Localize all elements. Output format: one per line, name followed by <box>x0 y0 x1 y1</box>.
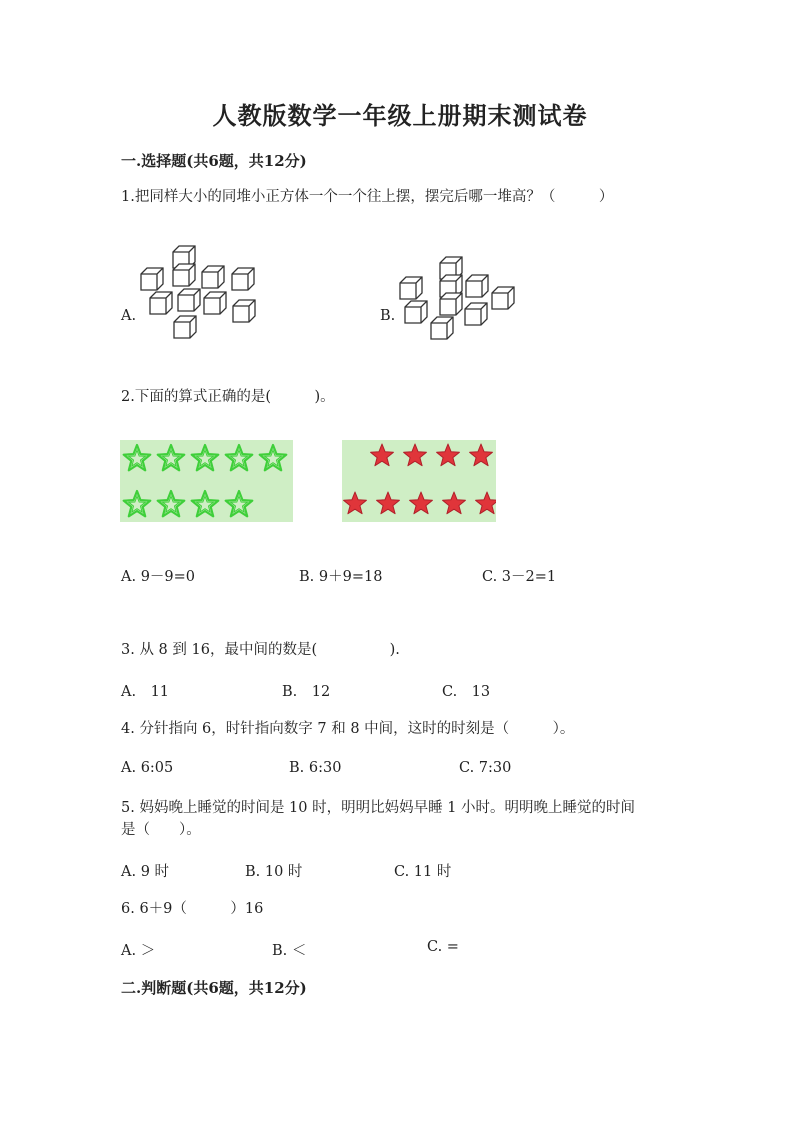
green-star <box>192 445 219 470</box>
red-star <box>371 444 394 466</box>
q5-option-a[interactable]: A. 9 时 <box>121 864 170 880</box>
green-star <box>158 491 185 516</box>
q3-option-b[interactable]: B. 12 <box>282 684 331 700</box>
q1-cube-pile-b-image <box>396 255 521 343</box>
section-heading-judgement: 二.判断题(共6题，共12分) <box>121 979 307 997</box>
q5-option-c[interactable]: C. 11 时 <box>394 864 452 880</box>
red-star <box>443 492 466 514</box>
red-star <box>437 444 460 466</box>
q3-option-c[interactable]: C. 13 <box>442 684 491 700</box>
red-star <box>377 492 400 514</box>
green-star <box>158 445 185 470</box>
green-star <box>192 491 219 516</box>
question-1-text: 1.把同样大小的同堆小正方体一个一个往上摆，摆完后哪一堆高？（ ） <box>121 189 614 205</box>
green-star <box>260 445 287 470</box>
q4-option-a[interactable]: A. 6:05 <box>121 760 174 776</box>
q2-option-a[interactable]: A. 9－9=0 <box>121 569 196 585</box>
q1-option-b[interactable]: B. <box>380 308 396 324</box>
red-star <box>476 492 496 514</box>
red-star <box>470 444 493 466</box>
red-stars-image <box>342 440 496 522</box>
green-star <box>124 491 151 516</box>
green-star-panel <box>120 440 293 522</box>
q5-option-b[interactable]: B. 10 时 <box>245 864 303 880</box>
page-title: 人教版数学一年级上册期末测试卷 <box>212 101 588 130</box>
q1-cube-pile-a-image <box>138 244 263 340</box>
red-star <box>410 492 433 514</box>
green-star <box>226 445 253 470</box>
q1-option-a[interactable]: A. <box>121 308 137 324</box>
q2-option-c[interactable]: C. 3－2=1 <box>482 569 557 585</box>
red-star <box>404 444 427 466</box>
green-star <box>124 445 151 470</box>
question-4-text: 4. 分针指向 6，时针指向数字 7 和 8 中间，这时的时刻是（ ）。 <box>121 721 575 737</box>
q3-option-a[interactable]: A. 11 <box>121 684 170 700</box>
q6-option-c[interactable]: C. = <box>427 939 459 955</box>
green-stars-image <box>120 440 293 522</box>
q4-option-c[interactable]: C. 7:30 <box>459 760 512 776</box>
question-6-text: 6. 6＋9（ ）16 <box>121 901 264 917</box>
q6-option-b[interactable]: B. ＜ <box>272 943 307 959</box>
red-star-panel <box>342 440 496 522</box>
red-star <box>344 492 367 514</box>
question-2-text: 2.下面的算式正确的是( )。 <box>121 389 335 405</box>
question-3-text: 3. 从 8 到 16，最中间的数是( ). <box>121 642 400 658</box>
question-5-text-line2: 是（ ）。 <box>121 822 201 838</box>
q2-option-b[interactable]: B. 9＋9=18 <box>299 569 383 585</box>
section-heading-choice: 一.选择题(共6题，共12分) <box>121 152 307 170</box>
q4-option-b[interactable]: B. 6:30 <box>289 760 342 776</box>
question-5-text-line1: 5. 妈妈晚上睡觉的时间是 10 时，明明比妈妈早睡 1 小时。明明晚上睡觉的时间 <box>121 800 636 816</box>
green-star <box>226 491 253 516</box>
q6-option-a[interactable]: A. ＞ <box>121 943 156 959</box>
